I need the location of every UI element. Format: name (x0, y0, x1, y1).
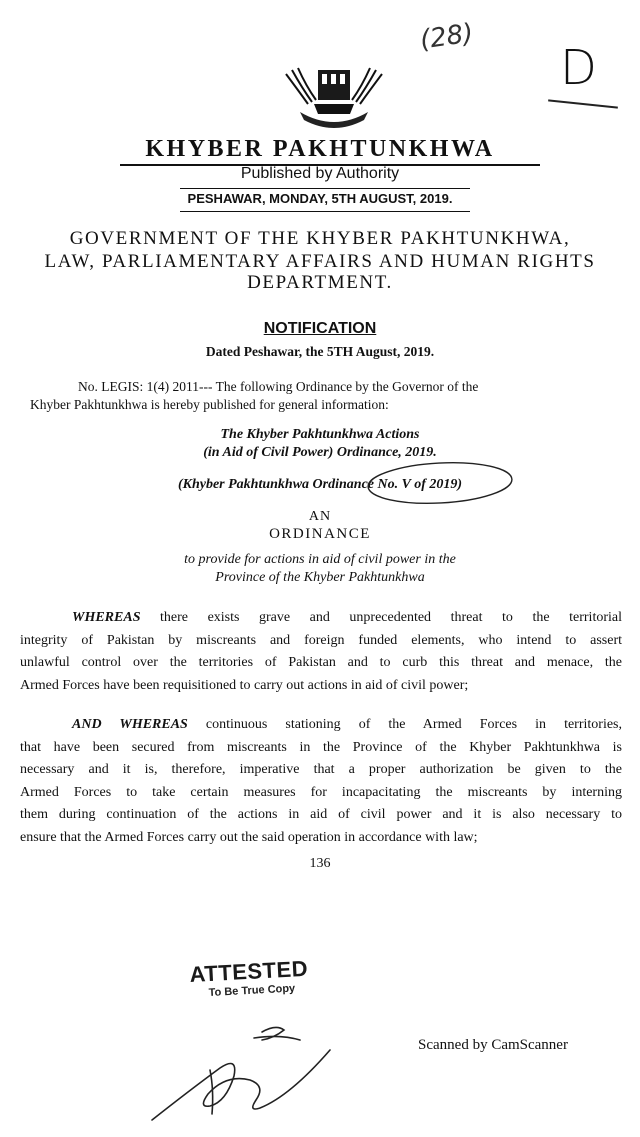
gazette-title: KHYBER PAKHTUNKHWA (145, 136, 495, 162)
paragraph-line (20, 714, 622, 737)
handwritten-circle (365, 460, 515, 506)
notification-title: NOTIFICATION (263, 320, 377, 337)
handwritten-page-mark: (28) (418, 18, 476, 56)
handwritten-underline (548, 99, 618, 108)
masthead-rule (180, 211, 470, 212)
paragraph-line (20, 607, 622, 630)
department-line: DEPARTMENT. (247, 272, 393, 293)
paragraph-line: integrity of Pakistan by miscreants and foreign funded elements, who intend to assert (20, 632, 622, 648)
paragraph-text: there exists grave and unprecedented threat to the territorial (140, 610, 622, 625)
ordinance-title: (in Aid of Civil Power) Ordinance, 2019. (203, 445, 437, 460)
masthead-rule (180, 188, 470, 189)
ordinance-title: The Khyber Pakhtunkhwa Actions (220, 427, 420, 442)
legis-reference-line: Khyber Pakhtunkhwa is hereby published for general information: (30, 397, 389, 412)
whereas-paragraph (20, 607, 622, 697)
paragraph-lead: AND WHEREAS (72, 717, 188, 732)
paragraph-line: Armed Forces have been requisitioned to carry out actions in aid of civil power; (20, 677, 469, 693)
paragraph-line: Armed Forces to take certain measures for incapacitating the miscreants by interning (20, 784, 622, 800)
handwritten-signature (150, 1010, 350, 1125)
an-heading: AN (308, 509, 332, 524)
attested-stamp (189, 954, 341, 1000)
notification-date: Dated Peshawar, the 5TH August, 2019. (205, 344, 435, 359)
gazette-subtitle: Published by Authority (240, 165, 400, 182)
ordinance-number: (Khyber Pakhtunkhwa Ordinance No. V of 2019) (177, 477, 463, 492)
paragraph-line: unlawful control over the territories of Pakistan and to curb this threat and menace, the (20, 655, 622, 671)
gazette-date-line (0, 191, 640, 206)
paragraph-line: that have been secured from miscreants in the Province of the Khyber Pakhtunkhwa is (20, 739, 622, 755)
ordinance-purpose: Province of the Khyber Pakhtunkhwa (215, 570, 425, 585)
government-emblem-icon (278, 60, 390, 132)
and-whereas-paragraph (20, 714, 622, 850)
department-line: LAW, PARLIAMENTARY AFFAIRS AND HUMAN RIGHTS (44, 251, 596, 272)
attested-label: ATTESTED (189, 955, 309, 987)
ordinance-heading: ORDINANCE (269, 526, 371, 542)
paragraph-line: necessary and it is, therefore, imperative that a proper authorization be given to the (20, 762, 622, 778)
department-line: GOVERNMENT OF THE KHYBER PAKHTUNKHWA, (69, 228, 571, 249)
true-copy-label: To Be True Copy (208, 982, 296, 1000)
legis-reference-line: No. LEGIS: 1(4) 2011--- The following Ordinance by the Governor of the (78, 379, 479, 394)
ordinance-purpose: to provide for actions in aid of civil power in the (184, 552, 456, 567)
gazette-date-text: PESHAWAR, MONDAY, 5TH AUGUST, 2019. (187, 191, 453, 206)
paragraph-line: ensure that the Armed Forces carry out the said operation in accordance with law; (20, 829, 478, 845)
page-number: 136 (309, 856, 331, 871)
paragraph-lead: WHEREAS (72, 610, 141, 625)
paragraph-line: them during continuation of the actions in aid of civil power and it is also necessary to (20, 807, 622, 823)
handwritten-letter-mark: D (560, 40, 597, 96)
paragraph-text: continuous stationing of the Armed Forces in territories, (187, 717, 622, 732)
scanner-watermark: Scanned by CamScanner (418, 1037, 568, 1053)
